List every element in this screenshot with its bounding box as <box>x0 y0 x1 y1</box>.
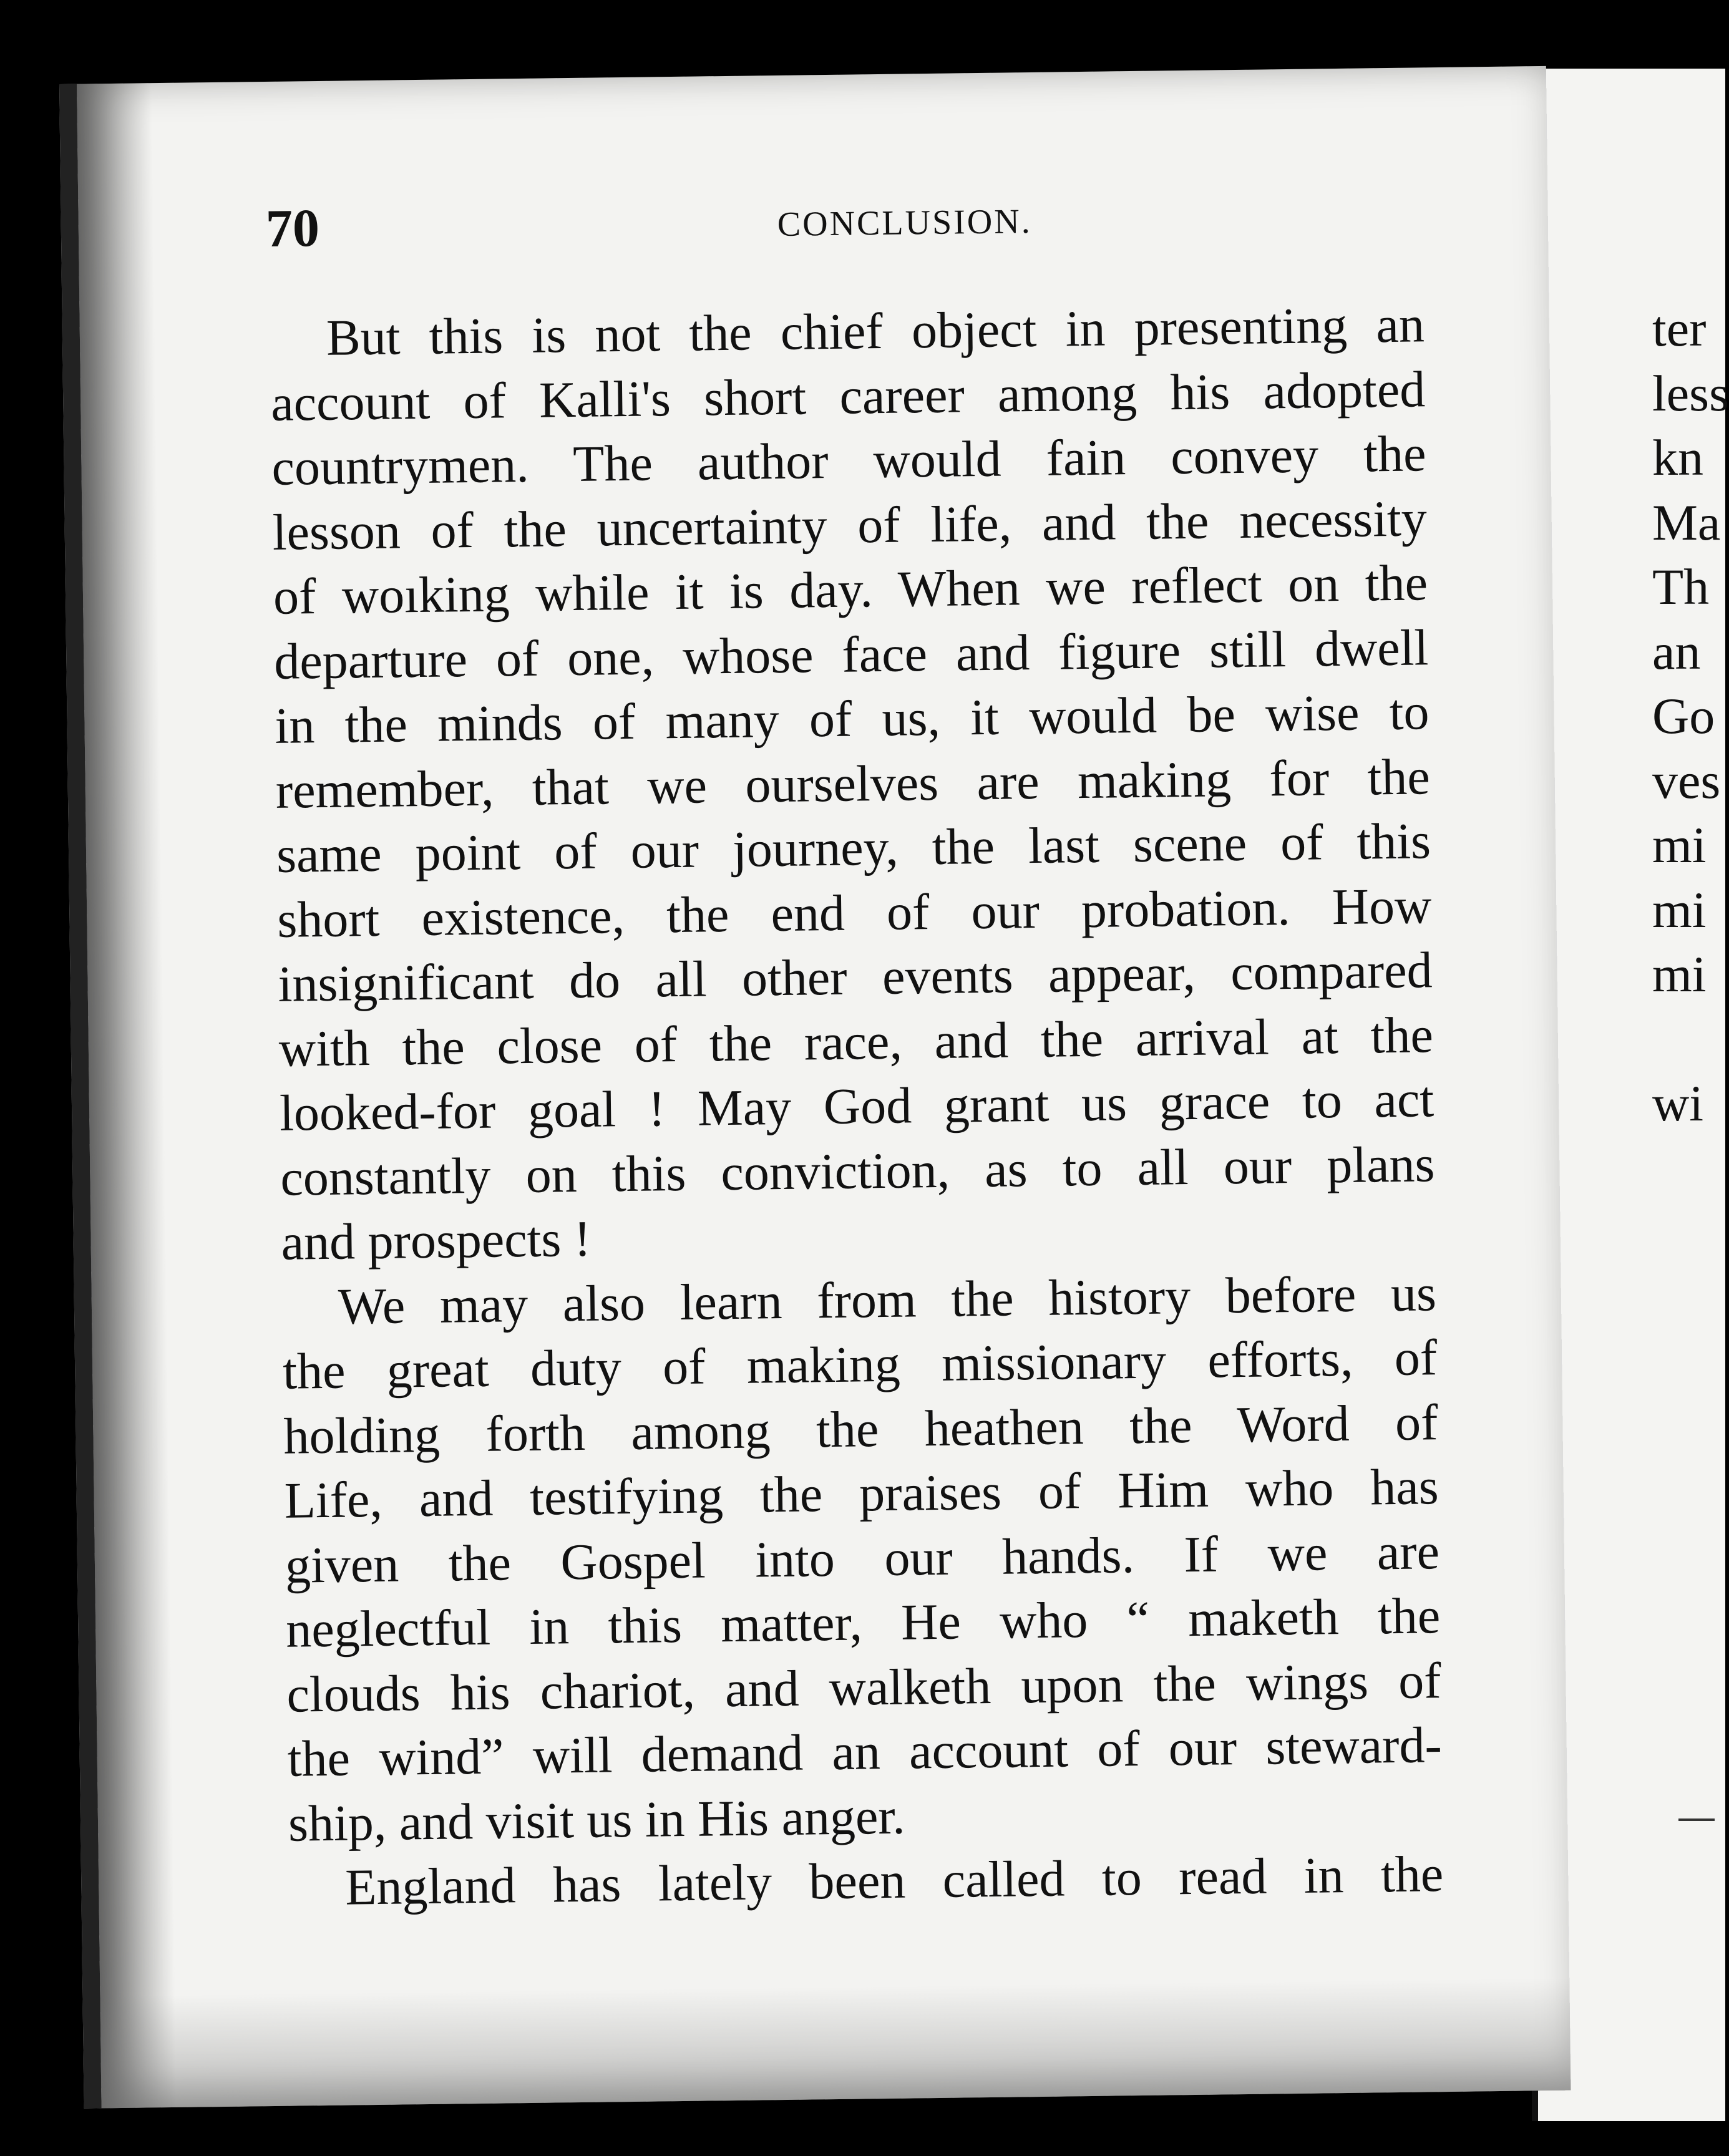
right-fragment: kn <box>1652 429 1703 486</box>
bottom-shadow <box>100 1978 1571 2109</box>
text-line: We may also learn from the history before us <box>338 1264 1437 1335</box>
text-line: of woıking while it is day. When we reflect on the <box>273 554 1428 625</box>
right-fragment: Ma <box>1652 493 1721 551</box>
text-line: insignificant do all other events appear, compared <box>278 941 1433 1012</box>
right-fragment: mi <box>1652 946 1707 1003</box>
body-text <box>270 292 1443 1920</box>
text-line: given the Gospel into our hands. If we are <box>285 1522 1440 1594</box>
running-head <box>265 183 1451 266</box>
right-fragment: less <box>1652 364 1729 422</box>
text-line: looked-for goal ! May God grant us grace to act <box>279 1071 1434 1142</box>
text-line: neglectful in this matter, He who “ maketh the <box>285 1587 1441 1658</box>
text-line: lesson of the uncertainty of life, and the necessity <box>272 489 1428 561</box>
text-line: England has lately been called to read in the <box>344 1845 1444 1916</box>
right-page-rule <box>1678 1819 1715 1821</box>
text-line: countrymen. The author would fain convey the <box>271 425 1426 496</box>
right-page-text <box>1652 296 1729 1136</box>
text-line: remember, that we ourselves are making for the <box>275 747 1431 819</box>
text-line: same point of our journey, the last scene of this <box>276 812 1431 883</box>
text-line: account of Kalli's short career among his adopted <box>270 360 1426 432</box>
text-line: short existence, the end of our probation. How <box>276 876 1432 948</box>
text-line: ship, and visit us in His anger. <box>288 1787 906 1852</box>
text-line: the great duty of making missionary efforts, of <box>282 1329 1438 1400</box>
text-line: clouds his chariot, and walketh upon the wings of <box>286 1651 1441 1723</box>
right-fragment: mi <box>1652 881 1707 938</box>
left-page <box>59 66 1571 2109</box>
right-fragment: Go <box>1652 687 1715 744</box>
right-fragment: ves <box>1652 752 1721 809</box>
text-line: in the minds of many of us, it would be wise to <box>275 683 1430 754</box>
text-line: and prospects ! <box>281 1210 592 1271</box>
right-fragment: ter <box>1652 300 1707 357</box>
right-fragment: mi <box>1652 817 1707 873</box>
text-line: constantly on this conviction, as to all our plans <box>280 1135 1435 1207</box>
right-fragment <box>1652 1007 1729 1072</box>
text-line: with the close of the race, and the arrival at the <box>278 1006 1434 1077</box>
text-line: But this is not the chief object in presenting an <box>326 296 1425 366</box>
text-line: departure of one, whose face and figure still dwell <box>273 618 1429 690</box>
right-fragment: wi <box>1652 1075 1703 1132</box>
text-line: holding forth among the heathen the Word of <box>283 1393 1438 1465</box>
spine-shadow <box>77 83 177 2108</box>
right-fragment: an <box>1652 623 1701 680</box>
text-line: Life, and testifying the praises of Him who has <box>284 1458 1439 1529</box>
text-line: the wind” will demand an account of our steward- <box>287 1716 1443 1787</box>
running-title: CONCLUSION. <box>777 202 1033 244</box>
page-number: 70 <box>265 197 320 258</box>
right-fragment: Th <box>1652 558 1710 615</box>
